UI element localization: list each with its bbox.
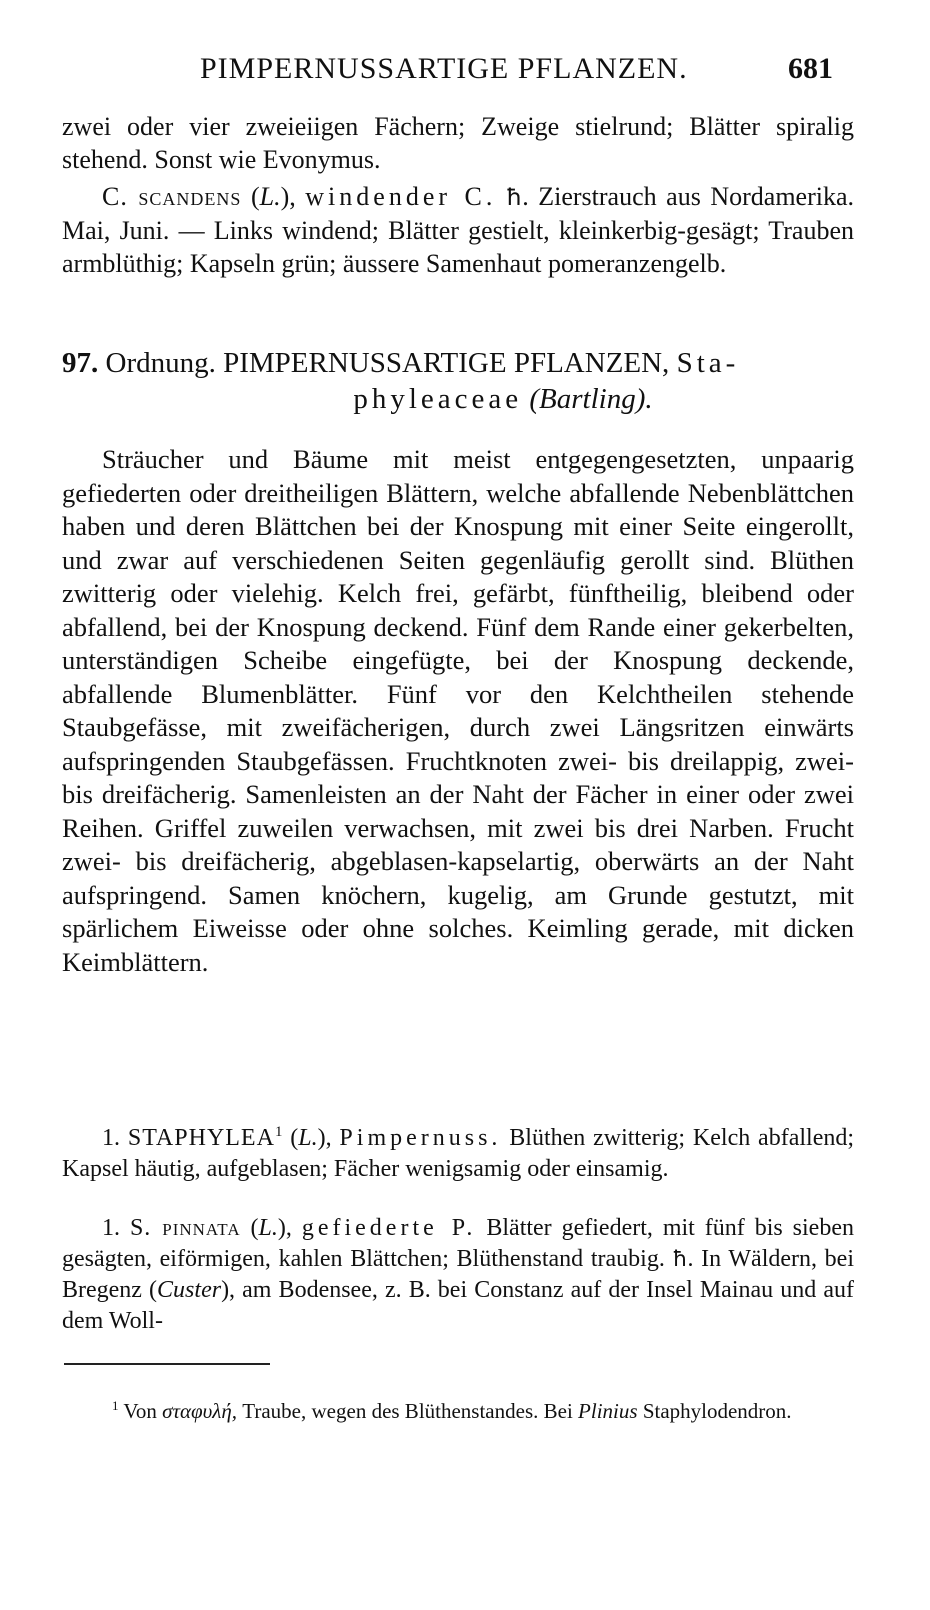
footnote-text-c: Staphylodendron.	[642, 1398, 792, 1423]
order-description: Sträucher und Bäume mit meist entgegengesetzten, unpaarig gefiederten oder dreitheiligen Blättern, welche abfallende Nebenblättchen haben und deren Blättchen bei der Knospung mit einer Seite eingerollt, und zwar auf verschiedenen Seiten gegenläufig gerollt sind. Blüthen zwitterig oder vielehig. Kelch frei, gefärbt, fünftheilig, bleibend oder abfallend, bei der Knospung deckend. Fünf dem Rande einer gekerbelten, unterständigen Scheibe eingefügte, bei der Knospung deckende, abfallende Blumenblätter. Fünf vor den Kelchtheilen stehende Staubgefässe, mit zweifächerigen, durch zwei Längsritzen einwärts aufspringenden Staubgefässen. Fruchtknoten zwei- bis dreilappig, zwei- bis dreifächerig. Samenleisten an der Naht der Fächer in einer oder zwei Reihen. Griffel zuweilen verwachsen, mit zwei bis drei Narben. Frucht zwei- bis dreifächerig, abgeblasen-kapselartig, oberwärts an der Naht aufspringend. Samen knöchern, kugelig, am Grunde gestutzt, mit spärlichem Eiweisse oder ohne solches. Keimling gerade, mit dicken Keimblättern.	[62, 444, 854, 977]
footnote	[62, 1392, 854, 1425]
genus-staphylea: 1. STAPHYLEA$^1$ (L.), Pimpernuss. Blüthen zwitterig; Kelch abfallend; Kapsel häutig, aufgeblasen; Fächer wenigsamig oder einsamig.	[62, 1124, 855, 1182]
species-label: S. pinnata	[129, 1215, 241, 1241]
order-number: 97.	[62, 347, 99, 379]
footnote-marker: 1	[112, 1398, 119, 1413]
paragraph-continuation: zwei oder vier zweieiigen Fächern; Zweige stielrund; Blätter spiralig stehend. Sonst wie Evonymus.	[62, 112, 854, 174]
order-latin-part2: phyleaceae	[353, 383, 523, 415]
species-label: C. scandens	[102, 182, 242, 211]
order-heading-line2	[62, 381, 854, 417]
order-heading	[62, 345, 854, 417]
species-common-name: windender C.	[305, 182, 497, 211]
order-latin-part1: Sta-	[676, 347, 740, 379]
species-description-part3: ), am Bodensee, z. B. bei Constanz auf der Insel Mainau und auf dem Woll-	[62, 1277, 854, 1334]
order-word: Ordnung.	[105, 347, 216, 379]
collector-name: Custer	[157, 1277, 222, 1303]
footnote-plinius: Plinius	[578, 1398, 638, 1423]
footnote-greek-word: σταφυλή,	[162, 1398, 238, 1423]
footnote-ref: 1	[274, 1124, 283, 1140]
genus-name: STAPHYLEA	[127, 1124, 275, 1151]
genus-number: 1.	[102, 1124, 120, 1151]
page-number: 681	[788, 52, 833, 85]
shrub-symbol-icon: ħ	[505, 183, 523, 211]
species-description-part1: Blätter gefiedert, mit fünf bis sieben gesägten, eiförmigen, kahlen Blättchen; Blüthenstand traubig.	[62, 1215, 854, 1272]
shrub-symbol-icon: ħ	[672, 1247, 688, 1272]
genus-description: Blüthen zwitterig; Kelch abfallend; Kapsel häutig, aufgeblasen; Fächer wenigsamig oder einsamig.	[62, 1124, 855, 1182]
footnote-divider	[64, 1363, 270, 1365]
running-title: PIMPERNUSSARTIGE PFLANZEN.	[200, 52, 688, 85]
species-author: L.	[258, 1215, 278, 1241]
species-common-name: gefiederte P.	[301, 1215, 477, 1241]
species-author: L.	[259, 182, 281, 211]
footnote-text-b: Traube, wegen des Blüthenstandes. Bei	[242, 1398, 573, 1423]
genus-common-name: Pimpernuss.	[339, 1124, 502, 1151]
order-title: PIMPERNUSSARTIGE PFLANZEN,	[223, 347, 670, 379]
order-author: (Bartling).	[529, 383, 653, 415]
species-description: . Zierstrauch aus Nordamerika. Mai, Juni. — Links windend; Blätter gestielt, kleinkerbig-gesägt; Trauben armblüthig; Kapseln grün; äussere Samenhaut pomeranzengelb.	[62, 182, 854, 278]
species-description-part2: . In Wäldern, bei Bregenz (	[62, 1246, 855, 1303]
paragraph-celastrus-scandens: C. scandens (L.), windender C. ħ. Zierstrauch aus Nordamerika. Mai, Juni. — Links windend; Blätter gestielt, kleinkerbig-gesägt; Trauben armblüthig; Kapseln grün; äussere Samenhaut pomeranzengelb.	[62, 182, 854, 278]
species-staphylea-pinnata: 1. S. pinnata (L.), gefiederte P. Blätter gefiedert, mit fünf bis sieben gesägten, eiförmigen, kahlen Blättchen; Blüthenstand traubig. ħ. In Wäldern, bei Bregenz (Custer), am Bodensee, z. B. bei Constanz auf der Insel Mainau und auf dem Woll-	[62, 1215, 855, 1334]
genus-author: L.	[298, 1124, 318, 1151]
species-number: 1.	[102, 1215, 120, 1241]
footnote-text-a: Von	[123, 1398, 157, 1423]
page-header	[0, 52, 930, 92]
